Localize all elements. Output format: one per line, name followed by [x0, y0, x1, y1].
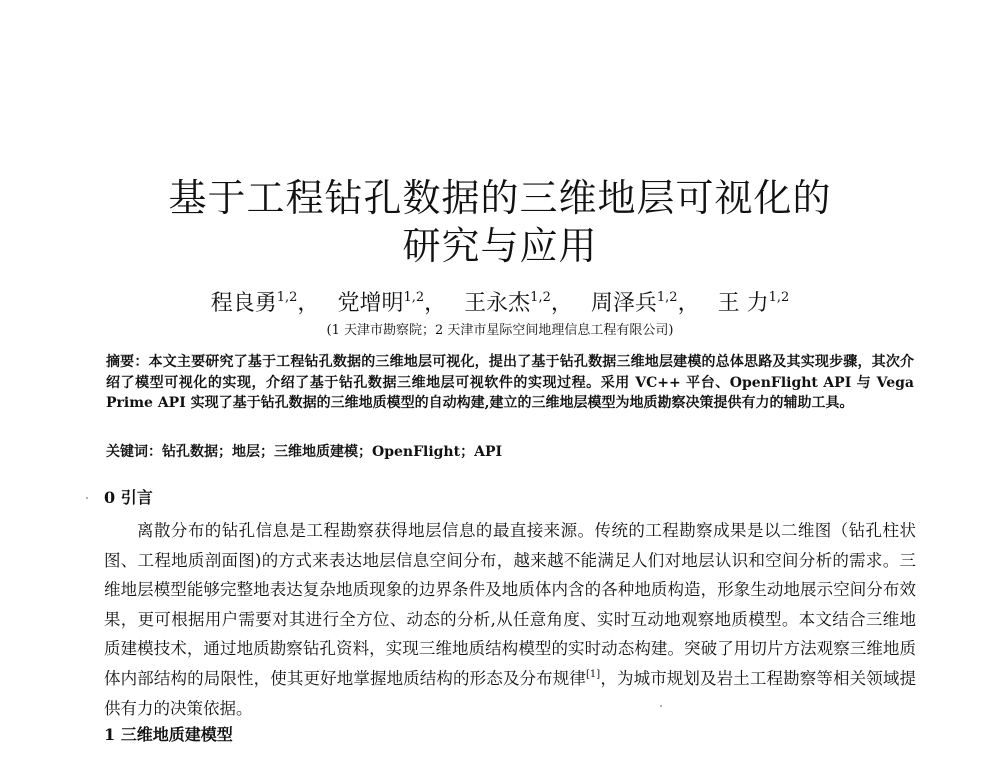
section-heading-introduction: 0 引言 [104, 488, 153, 507]
abstract-label: 摘要： [106, 354, 149, 370]
scan-speck [86, 497, 88, 499]
author-list [0, 284, 1000, 318]
keywords [106, 442, 914, 462]
author: 王 力$^{1,2}$ [717, 290, 790, 316]
abstract-text: 本文主要研究了基于工程钻孔数据的三维地层可视化，提出了基于钻孔数据三维地层建模的总体思路及其实现步骤，其次介绍了模型可视化的实现，介绍了基于钻孔数据三维地层可视软件的实现过程。采用 VC++ 平台、OpenFlight API 与 Vega Prime API 实现了基于钻孔数据的三维地质模型的自动构建,建立的三维地层模型为地质勘察决策提供有力的辅助工具。 [106, 354, 915, 411]
body-paragraph-tail: ，为城市规划及岩土工程勘察等相关领域提供有力的决策依据。 [104, 668, 917, 718]
keywords-label: 关键词： [106, 444, 162, 460]
paper-title-line-2: 研究与应用 [402, 224, 598, 268]
body-paragraph-text: 离散分布的钻孔信息是工程勘察获得地层信息的最直接来源。传统的工程勘察成果是以二维图（钻孔柱状图、工程地质剖面图)的方式来表达地层信息空间分布，越来越不能满足人们对地层认识和空间分析的需求。三维地层模型能够完整地表达复杂地质现象的边界条件及地质体内含的各种地质构造，形象生动地展示空间分布效果，更可根据用户需要对其进行全方位、动态的分析,从任意角度、实时互动地观察地质模型。本文结合三维地质建模技术，通过地质勘察钻孔资料，实现三维地质结构模型的实时动态构建。突破了用切片方法观察三维地质体内部结构的局限性，使其更好地掌握地质结构的形态及分布规律 [104, 521, 916, 688]
section-heading-modeling: 1 三维地质建模型 [104, 725, 233, 744]
affiliation: (1 天津市勘察院；2 天津市星际空间地理信息工程有限公司) [326, 323, 674, 338]
scan-speck [660, 705, 662, 707]
abstract [106, 352, 914, 414]
author: 程良勇$^{1,2}$， [210, 290, 320, 316]
keywords-text: 钻孔数据；地层；三维地质建模；OpenFlight；API [162, 444, 503, 460]
author: 王永杰$^{1,2}$， [464, 290, 573, 316]
citation-ref[interactable]: [1] [586, 668, 601, 680]
paper-title-line-1: 基于工程钻孔数据的三维地层可视化的 [168, 176, 832, 220]
author: 周泽兵$^{1,2}$， [590, 290, 700, 316]
author: 党增明$^{1,2}$， [337, 290, 447, 316]
body-paragraph [104, 516, 916, 723]
